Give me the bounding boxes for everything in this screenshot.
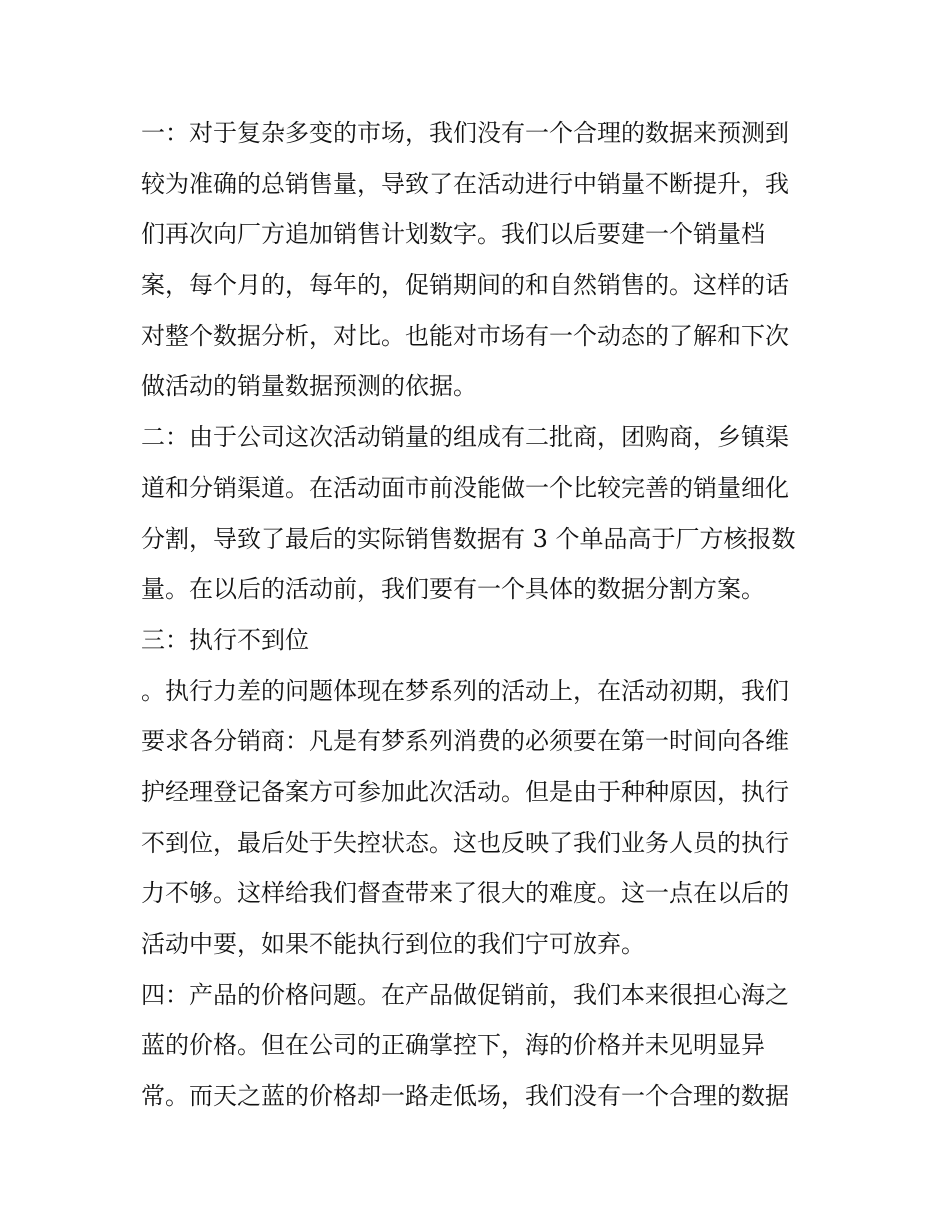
text-line: 蓝的价格。但在公司的正确掌控下，海的价格并未见明显异 [141,1031,765,1060]
text-line: 不到位，最后处于失控状态。这也反映了我们业务人员的执行 [141,828,789,857]
text-line: 量。在以后的活动前，我们要有一个具体的数据分割方案。 [141,575,765,604]
text-line: 力不够。这样给我们督查带来了很大的难度。这一点在以后的 [141,879,789,908]
text-line: 活动中要，如果不能执行到位的我们宁可放弃。 [141,930,645,958]
text-line: 对整个数据分析，对比。也能对市场有一个动态的了解和下次 [141,321,789,350]
text-line: 要求各分销商：凡是有梦系列消费的必须要在第一时间向各维 [141,727,789,756]
text-line: 三：执行不到位 [141,625,309,654]
text-line: 二：由于公司这次活动销量的组成有二批商，团购商，乡镇渠 [141,423,789,452]
text-line: 常。而天之蓝的价格却一路走低场，我们没有一个合理的数据 [141,1082,789,1111]
text-line: 四：产品的价格问题。在产品做促销前，我们本来很担心海之 [141,980,789,1009]
text-line: 案，每个月的，每年的，促销期间的和自然销售的。这样的话 [141,271,789,300]
text-line: 。执行力差的问题体现在梦系列的活动上，在活动初期，我们 [141,676,789,705]
text-line: 分割，导致了最后的实际销售数据有 3 个单品高于厂方核报数 [141,524,796,553]
text-line: 们再次向厂方追加销售计划数字。我们以后要建一个销量档 [141,220,765,249]
document-body [141,108,813,1122]
text-line: 做活动的销量数据预测的依据。 [141,372,477,401]
text-line: 护经理登记备案方可参加此次活动。但是由于种种原因，执行 [141,777,789,806]
text-line: 较为准确的总销售量，导致了在活动进行中销量不断提升，我 [141,169,789,198]
text-line: 道和分销渠道。在活动面市前没能做一个比较完善的销量细化 [141,473,789,502]
text-line: 一：对于复杂多变的市场，我们没有一个合理的数据来预测到 [141,119,789,147]
